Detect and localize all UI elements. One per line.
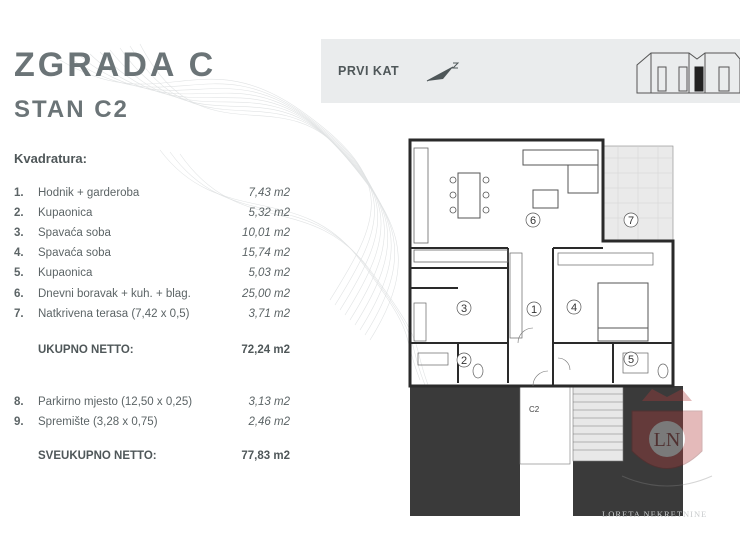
floor-label: PRVI KAT	[338, 64, 400, 78]
room-label: Dnevni boravak + kuh. + blag.	[38, 288, 191, 300]
extra-row	[14, 396, 294, 412]
extra-area: 3,13 m2	[248, 396, 290, 408]
room-area: 25,00 m2	[242, 288, 290, 300]
room-label-7: 7	[627, 215, 635, 227]
room-label-6: 6	[529, 215, 537, 227]
room-label: Kupaonica	[38, 267, 93, 279]
room-row	[14, 308, 294, 324]
building-elevation-icon	[631, 47, 740, 97]
lower-floor-area	[410, 386, 520, 516]
kvadratura-heading: Kvadratura:	[14, 151, 87, 166]
room-number: 1.	[14, 187, 24, 199]
north-arrow-icon	[423, 57, 463, 87]
extra-number: 8.	[14, 396, 24, 408]
room-label-5: 5	[627, 354, 635, 366]
room-label: Hodnik + garderoba	[38, 187, 140, 199]
extra-label: Spremište (3,28 x 0,75)	[38, 416, 158, 428]
extra-row	[14, 416, 294, 432]
sveukupno-value: 77,83 m2	[241, 450, 290, 462]
agency-name-watermark: LORETA NEKRETNINE	[602, 509, 708, 519]
room-number: 5.	[14, 267, 24, 279]
room-label: Spavaća soba	[38, 247, 111, 259]
ukupno-label: UKUPNO NETTO:	[38, 344, 134, 356]
room-row	[14, 227, 294, 243]
room-area: 5,32 m2	[248, 207, 290, 219]
room-area: 10,01 m2	[242, 227, 290, 239]
room-row	[14, 288, 294, 304]
agency-logo-watermark	[612, 381, 722, 499]
room-label-4: 4	[570, 302, 578, 314]
room-number: 2.	[14, 207, 24, 219]
room-area: 5,03 m2	[248, 267, 290, 279]
room-label-2: 2	[460, 355, 468, 367]
extra-label: Parkirno mjesto (12,50 x 0,25)	[38, 396, 193, 408]
room-label: Natkrivena terasa (7,42 x 0,5)	[38, 308, 190, 320]
room-row	[14, 187, 294, 203]
room-number: 3.	[14, 227, 24, 239]
room-row	[14, 207, 294, 223]
room-label: Spavaća soba	[38, 227, 111, 239]
room-area: 3,71 m2	[248, 308, 290, 320]
ukupno-value: 72,24 m2	[241, 344, 290, 356]
sveukupno-label: SVEUKUPNO NETTO:	[38, 450, 157, 462]
watermark-monogram: LN	[653, 429, 681, 451]
extra-number: 9.	[14, 416, 24, 428]
room-area: 15,74 m2	[242, 247, 290, 259]
apartment-title: STAN C2	[14, 96, 129, 123]
unit-label: C2	[529, 405, 540, 414]
floor-banner	[321, 39, 740, 103]
room-area: 7,43 m2	[248, 187, 290, 199]
extra-area: 2,46 m2	[248, 416, 290, 428]
room-row	[14, 247, 294, 263]
room-number: 6.	[14, 288, 24, 300]
room-number: 7.	[14, 308, 24, 320]
building-title: ZGRADA C	[14, 46, 217, 84]
room-label-1: 1	[530, 304, 538, 316]
room-label-3: 3	[460, 303, 468, 315]
room-number: 4.	[14, 247, 24, 259]
room-label: Kupaonica	[38, 207, 93, 219]
room-row	[14, 267, 294, 283]
